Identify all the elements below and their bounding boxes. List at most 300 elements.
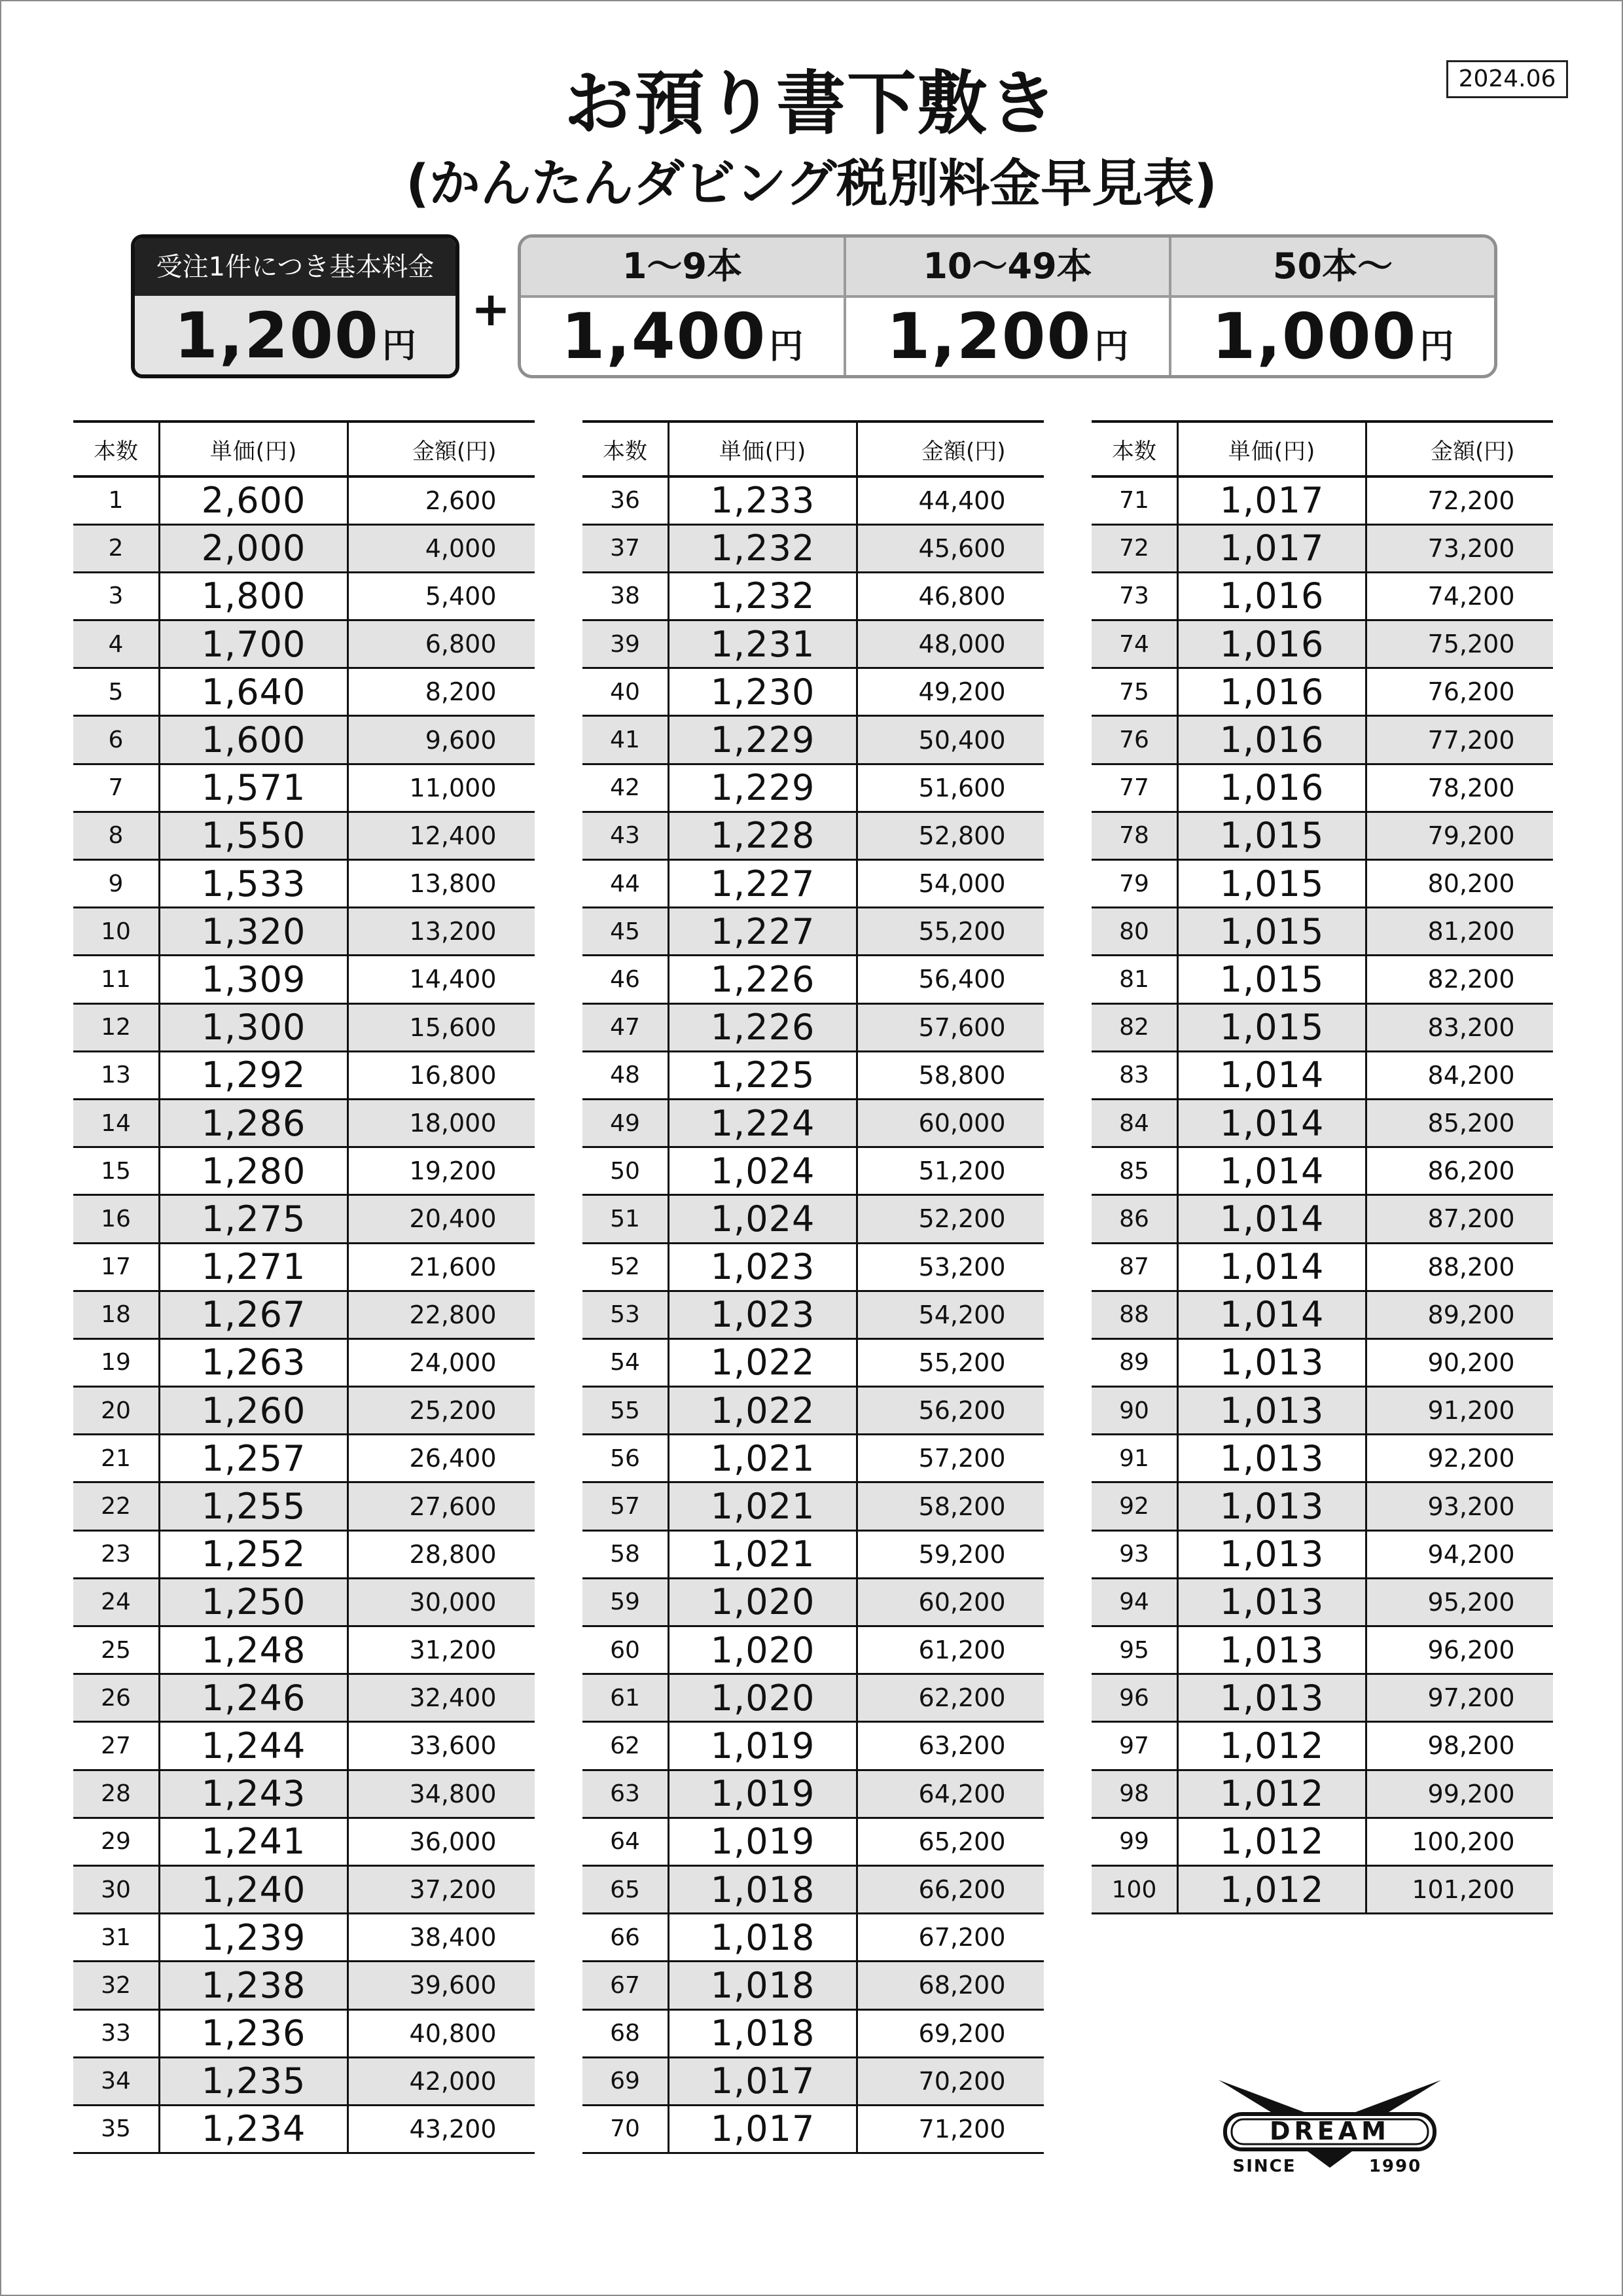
table-row	[582, 1003, 1044, 1051]
cell-total: 71,200	[857, 2105, 1044, 2153]
cell-total: 52,200	[857, 1195, 1044, 1243]
cell-unit-price: 1,255	[160, 1482, 348, 1530]
cell-qty: 74	[1092, 620, 1178, 668]
cell-qty: 12	[73, 1003, 160, 1051]
table-row	[1092, 1674, 1553, 1722]
cell-total: 22,800	[348, 1291, 535, 1338]
cell-unit-price: 1,232	[669, 524, 857, 572]
cell-total: 32,400	[348, 1674, 535, 1722]
logo-name: DREAM	[1270, 2117, 1390, 2145]
cell-unit-price: 1,252	[160, 1530, 348, 1578]
cell-qty: 6	[73, 716, 160, 764]
cell-qty: 27	[73, 1722, 160, 1770]
cell-total: 20,400	[348, 1195, 535, 1243]
cell-total: 52,800	[857, 812, 1044, 859]
table-row	[73, 2057, 535, 2105]
cell-unit-price: 1,018	[669, 1962, 857, 2009]
table-row	[1092, 524, 1553, 572]
cell-unit-price: 1,019	[669, 1818, 857, 1865]
cell-total: 51,600	[857, 764, 1044, 812]
cell-qty: 84	[1092, 1099, 1178, 1147]
cell-total: 62,200	[857, 1674, 1044, 1722]
cell-unit-price: 1,024	[669, 1147, 857, 1195]
tier-column-2	[844, 238, 1169, 375]
cell-unit-price: 1,800	[160, 572, 348, 620]
cell-qty: 26	[73, 1674, 160, 1722]
cell-qty: 30	[73, 1865, 160, 1913]
table-row	[582, 476, 1044, 524]
cell-qty: 3	[73, 572, 160, 620]
table-row	[73, 668, 535, 716]
table-row	[1092, 1530, 1553, 1578]
table-row	[73, 476, 535, 524]
cell-qty: 91	[1092, 1435, 1178, 1482]
tier-amount: 1,200	[886, 300, 1092, 373]
cell-qty: 16	[73, 1195, 160, 1243]
cell-unit-price: 2,600	[160, 476, 348, 524]
cell-unit-price: 1,017	[669, 2105, 857, 2153]
cell-qty: 89	[1092, 1338, 1178, 1386]
table-row	[582, 1674, 1044, 1722]
cell-unit-price: 1,271	[160, 1243, 348, 1291]
cell-total: 55,200	[857, 1338, 1044, 1386]
price-table-3	[1092, 420, 1553, 1914]
table-row	[73, 1818, 535, 1865]
cell-qty: 44	[582, 860, 669, 908]
cell-total: 68,200	[857, 1962, 1044, 2009]
table-row	[73, 1435, 535, 1482]
table-row	[582, 716, 1044, 764]
table-row	[1092, 1051, 1553, 1099]
table-row	[1092, 1338, 1553, 1386]
table-header-row	[1092, 422, 1553, 476]
header-unit-price: 単価(円)	[669, 422, 857, 476]
price-table-1	[73, 420, 535, 2154]
cell-qty: 43	[582, 812, 669, 859]
cell-unit-price: 1,292	[160, 1051, 348, 1099]
cell-unit-price: 1,013	[1178, 1674, 1366, 1722]
table-row	[1092, 860, 1553, 908]
table-row	[1092, 1003, 1553, 1051]
table-row	[582, 764, 1044, 812]
date-badge: 2024.06	[1446, 60, 1568, 98]
cell-total: 55,200	[857, 908, 1044, 956]
table-row	[1092, 1291, 1553, 1338]
cell-unit-price: 1,263	[160, 1338, 348, 1386]
cell-total: 86,200	[1366, 1147, 1553, 1195]
cell-unit-price: 1,022	[669, 1338, 857, 1386]
cell-qty: 45	[582, 908, 669, 956]
table-row	[1092, 1099, 1553, 1147]
cell-total: 31,200	[348, 1626, 535, 1674]
cell-total: 26,400	[348, 1435, 535, 1482]
cell-total: 12,400	[348, 812, 535, 859]
cell-qty: 42	[582, 764, 669, 812]
table-row	[73, 620, 535, 668]
cell-qty: 20	[73, 1387, 160, 1435]
cell-qty: 57	[582, 1482, 669, 1530]
cell-qty: 70	[582, 2105, 669, 2153]
tier-label: 10～49本	[846, 238, 1169, 298]
cell-qty: 78	[1092, 812, 1178, 859]
cell-total: 2,600	[348, 476, 535, 524]
cell-unit-price: 1,013	[1178, 1578, 1366, 1626]
cell-unit-price: 1,267	[160, 1291, 348, 1338]
table-row	[1092, 812, 1553, 859]
table-row	[73, 1243, 535, 1291]
table-row	[1092, 1626, 1553, 1674]
table-row	[582, 956, 1044, 1003]
cell-unit-price: 1,012	[1178, 1770, 1366, 1818]
cell-qty: 85	[1092, 1147, 1178, 1195]
cell-unit-price: 1,013	[1178, 1435, 1366, 1482]
cell-unit-price: 1,016	[1178, 620, 1366, 668]
table-row	[1092, 476, 1553, 524]
cell-unit-price: 1,241	[160, 1818, 348, 1865]
cell-qty: 5	[73, 668, 160, 716]
cell-unit-price: 1,257	[160, 1435, 348, 1482]
cell-qty: 51	[582, 1195, 669, 1243]
cell-unit-price: 1,014	[1178, 1147, 1366, 1195]
cell-unit-price: 1,233	[669, 476, 857, 524]
cell-qty: 93	[1092, 1530, 1178, 1578]
cell-total: 14,400	[348, 956, 535, 1003]
cell-total: 73,200	[1366, 524, 1553, 572]
table-row	[73, 1051, 535, 1099]
cell-total: 70,200	[857, 2057, 1044, 2105]
plus-sign: +	[471, 281, 511, 336]
cell-unit-price: 1,019	[669, 1770, 857, 1818]
cell-qty: 28	[73, 1770, 160, 1818]
cell-qty: 11	[73, 956, 160, 1003]
table-row	[73, 908, 535, 956]
cell-unit-price: 1,012	[1178, 1818, 1366, 1865]
table-row	[73, 2009, 535, 2057]
cell-total: 91,200	[1366, 1387, 1553, 1435]
cell-unit-price: 1,550	[160, 812, 348, 859]
cell-qty: 13	[73, 1051, 160, 1099]
table-row	[582, 1626, 1044, 1674]
table-row	[582, 1530, 1044, 1578]
tier-column-3	[1169, 238, 1494, 375]
table-row	[582, 1147, 1044, 1195]
cell-total: 49,200	[857, 668, 1044, 716]
cell-total: 40,800	[348, 2009, 535, 2057]
cell-unit-price: 1,024	[669, 1195, 857, 1243]
cell-qty: 40	[582, 668, 669, 716]
header-qty: 本数	[1092, 422, 1178, 476]
cell-unit-price: 2,000	[160, 524, 348, 572]
cell-qty: 71	[1092, 476, 1178, 524]
cell-total: 76,200	[1366, 668, 1553, 716]
table-row	[1092, 908, 1553, 956]
table-row	[73, 1578, 535, 1626]
cell-qty: 37	[582, 524, 669, 572]
cell-qty: 81	[1092, 956, 1178, 1003]
price-table-2	[582, 420, 1044, 2154]
table-row	[582, 1338, 1044, 1386]
cell-total: 15,600	[348, 1003, 535, 1051]
table-row	[1092, 668, 1553, 716]
cell-unit-price: 1,016	[1178, 668, 1366, 716]
table-row	[1092, 620, 1553, 668]
cell-qty: 23	[73, 1530, 160, 1578]
cell-total: 28,800	[348, 1530, 535, 1578]
table-row	[73, 1291, 535, 1338]
cell-unit-price: 1,018	[669, 2009, 857, 2057]
cell-total: 96,200	[1366, 1626, 1553, 1674]
table-header-row	[73, 422, 535, 476]
tier-amount: 1,000	[1211, 300, 1418, 373]
cell-total: 60,000	[857, 1099, 1044, 1147]
cell-total: 95,200	[1366, 1578, 1553, 1626]
table-row	[1092, 1195, 1553, 1243]
cell-unit-price: 1,640	[160, 668, 348, 716]
cell-unit-price: 1,231	[669, 620, 857, 668]
cell-qty: 4	[73, 620, 160, 668]
tier-column-1	[521, 238, 844, 375]
cell-total: 65,200	[857, 1818, 1044, 1865]
base-fee-label: 受注1件につき基本料金	[135, 238, 455, 296]
table-row	[582, 1914, 1044, 1962]
cell-total: 90,200	[1366, 1338, 1553, 1386]
cell-qty: 62	[582, 1722, 669, 1770]
cell-total: 11,000	[348, 764, 535, 812]
table-row	[582, 812, 1044, 859]
cell-qty: 50	[582, 1147, 669, 1195]
cell-unit-price: 1,021	[669, 1482, 857, 1530]
cell-unit-price: 1,020	[669, 1626, 857, 1674]
cell-unit-price: 1,017	[1178, 476, 1366, 524]
cell-qty: 35	[73, 2105, 160, 2153]
logo-v-mark	[1305, 2149, 1355, 2168]
cell-qty: 9	[73, 860, 160, 908]
table-row	[582, 572, 1044, 620]
header-unit-price: 単価(円)	[160, 422, 348, 476]
cell-total: 6,800	[348, 620, 535, 668]
table-row	[1092, 1722, 1553, 1770]
cell-total: 13,800	[348, 860, 535, 908]
cell-unit-price: 1,014	[1178, 1243, 1366, 1291]
cell-total: 87,200	[1366, 1195, 1553, 1243]
cell-total: 36,000	[348, 1818, 535, 1865]
cell-qty: 18	[73, 1291, 160, 1338]
cell-total: 30,000	[348, 1578, 535, 1626]
cell-unit-price: 1,238	[160, 1962, 348, 2009]
header-unit-price: 単価(円)	[1178, 422, 1366, 476]
cell-qty: 54	[582, 1338, 669, 1386]
cell-total: 54,200	[857, 1291, 1044, 1338]
table-row	[73, 1387, 535, 1435]
cell-unit-price: 1,309	[160, 956, 348, 1003]
cell-unit-price: 1,235	[160, 2057, 348, 2105]
cell-total: 24,000	[348, 1338, 535, 1386]
table-row	[73, 1914, 535, 1962]
cell-unit-price: 1,275	[160, 1195, 348, 1243]
cell-unit-price: 1,013	[1178, 1626, 1366, 1674]
cell-total: 21,600	[348, 1243, 535, 1291]
cell-unit-price: 1,020	[669, 1578, 857, 1626]
cell-unit-price: 1,240	[160, 1865, 348, 1913]
cell-qty: 14	[73, 1099, 160, 1147]
cell-qty: 25	[73, 1626, 160, 1674]
table-row	[73, 1530, 535, 1578]
cell-unit-price: 1,013	[1178, 1482, 1366, 1530]
cell-total: 43,200	[348, 2105, 535, 2153]
table-row	[582, 1051, 1044, 1099]
cell-qty: 59	[582, 1578, 669, 1626]
cell-unit-price: 1,533	[160, 860, 348, 908]
cell-total: 97,200	[1366, 1674, 1553, 1722]
cell-unit-price: 1,700	[160, 620, 348, 668]
cell-unit-price: 1,014	[1178, 1051, 1366, 1099]
cell-qty: 97	[1092, 1722, 1178, 1770]
cell-qty: 2	[73, 524, 160, 572]
cell-unit-price: 1,228	[669, 812, 857, 859]
cell-total: 85,200	[1366, 1099, 1553, 1147]
table-row	[582, 1291, 1044, 1338]
table-row	[73, 1626, 535, 1674]
cell-total: 25,200	[348, 1387, 535, 1435]
cell-total: 82,200	[1366, 956, 1553, 1003]
cell-qty: 82	[1092, 1003, 1178, 1051]
cell-qty: 1	[73, 476, 160, 524]
table-row	[582, 2057, 1044, 2105]
table-row	[582, 1482, 1044, 1530]
table-row	[1092, 1578, 1553, 1626]
tier-label: 1～9本	[521, 238, 844, 298]
tier-unit: 円	[1419, 327, 1454, 367]
tier-unit: 円	[1094, 327, 1129, 367]
cell-qty: 98	[1092, 1770, 1178, 1818]
table-row	[1092, 1147, 1553, 1195]
cell-total: 58,800	[857, 1051, 1044, 1099]
header-total: 金額(円)	[857, 422, 1044, 476]
cell-unit-price: 1,021	[669, 1435, 857, 1482]
cell-total: 54,000	[857, 860, 1044, 908]
logo-since: SINCE	[1232, 2157, 1296, 2174]
cell-unit-price: 1,234	[160, 2105, 348, 2153]
cell-unit-price: 1,013	[1178, 1338, 1366, 1386]
cell-qty: 55	[582, 1387, 669, 1435]
cell-total: 92,200	[1366, 1435, 1553, 1482]
cell-qty: 90	[1092, 1387, 1178, 1435]
cell-unit-price: 1,320	[160, 908, 348, 956]
table-row	[73, 572, 535, 620]
cell-total: 59,200	[857, 1530, 1044, 1578]
cell-total: 100,200	[1366, 1818, 1553, 1865]
header-total: 金額(円)	[1366, 422, 1553, 476]
table-row	[582, 1865, 1044, 1913]
cell-total: 56,200	[857, 1387, 1044, 1435]
cell-qty: 65	[582, 1865, 669, 1913]
tier-value	[846, 298, 1169, 378]
table-row	[73, 1722, 535, 1770]
cell-unit-price: 1,015	[1178, 956, 1366, 1003]
cell-unit-price: 1,017	[1178, 524, 1366, 572]
cell-qty: 39	[582, 620, 669, 668]
table-row	[73, 1195, 535, 1243]
tier-price-box	[518, 234, 1497, 378]
table-row	[73, 2105, 535, 2153]
tier-value	[521, 298, 844, 378]
table-row	[1092, 1482, 1553, 1530]
tier-amount: 1,400	[561, 300, 767, 373]
cell-unit-price: 1,243	[160, 1770, 348, 1818]
table-row	[73, 764, 535, 812]
table-row	[73, 1770, 535, 1818]
cell-qty: 87	[1092, 1243, 1178, 1291]
cell-unit-price: 1,012	[1178, 1722, 1366, 1770]
table-row	[582, 1195, 1044, 1243]
cell-qty: 76	[1092, 716, 1178, 764]
cell-total: 34,800	[348, 1770, 535, 1818]
table-row	[1092, 956, 1553, 1003]
cell-qty: 29	[73, 1818, 160, 1865]
cell-unit-price: 1,015	[1178, 860, 1366, 908]
cell-qty: 92	[1092, 1482, 1178, 1530]
cell-unit-price: 1,019	[669, 1722, 857, 1770]
cell-unit-price: 1,225	[669, 1051, 857, 1099]
cell-total: 27,600	[348, 1482, 535, 1530]
table-row	[1092, 716, 1553, 764]
table-row	[73, 716, 535, 764]
cell-total: 67,200	[857, 1914, 1044, 1962]
cell-qty: 22	[73, 1482, 160, 1530]
table-row	[582, 1770, 1044, 1818]
cell-unit-price: 1,236	[160, 2009, 348, 2057]
cell-total: 81,200	[1366, 908, 1553, 956]
base-fee-box	[131, 234, 459, 378]
tier-label: 50本～	[1171, 238, 1494, 298]
cell-unit-price: 1,018	[669, 1914, 857, 1962]
table-row	[582, 620, 1044, 668]
cell-qty: 88	[1092, 1291, 1178, 1338]
cell-qty: 83	[1092, 1051, 1178, 1099]
cell-total: 77,200	[1366, 716, 1553, 764]
table-header-row	[582, 422, 1044, 476]
cell-qty: 56	[582, 1435, 669, 1482]
tier-unit: 円	[769, 327, 804, 367]
cell-total: 39,600	[348, 1962, 535, 2009]
cell-qty: 8	[73, 812, 160, 859]
cell-total: 5,400	[348, 572, 535, 620]
cell-unit-price: 1,023	[669, 1243, 857, 1291]
cell-qty: 17	[73, 1243, 160, 1291]
cell-qty: 69	[582, 2057, 669, 2105]
cell-unit-price: 1,015	[1178, 1003, 1366, 1051]
cell-total: 61,200	[857, 1626, 1044, 1674]
cell-total: 64,200	[857, 1770, 1044, 1818]
cell-qty: 19	[73, 1338, 160, 1386]
cell-total: 58,200	[857, 1482, 1044, 1530]
cell-unit-price: 1,013	[1178, 1530, 1366, 1578]
cell-unit-price: 1,244	[160, 1722, 348, 1770]
cell-unit-price: 1,013	[1178, 1387, 1366, 1435]
cell-qty: 95	[1092, 1626, 1178, 1674]
cell-unit-price: 1,224	[669, 1099, 857, 1147]
cell-total: 84,200	[1366, 1051, 1553, 1099]
table-row	[73, 1865, 535, 1913]
table-row	[73, 1482, 535, 1530]
table-row	[582, 1578, 1044, 1626]
cell-total: 51,200	[857, 1147, 1044, 1195]
cell-unit-price: 1,014	[1178, 1099, 1366, 1147]
cell-qty: 80	[1092, 908, 1178, 956]
cell-unit-price: 1,227	[669, 860, 857, 908]
cell-unit-price: 1,016	[1178, 716, 1366, 764]
cell-total: 88,200	[1366, 1243, 1553, 1291]
